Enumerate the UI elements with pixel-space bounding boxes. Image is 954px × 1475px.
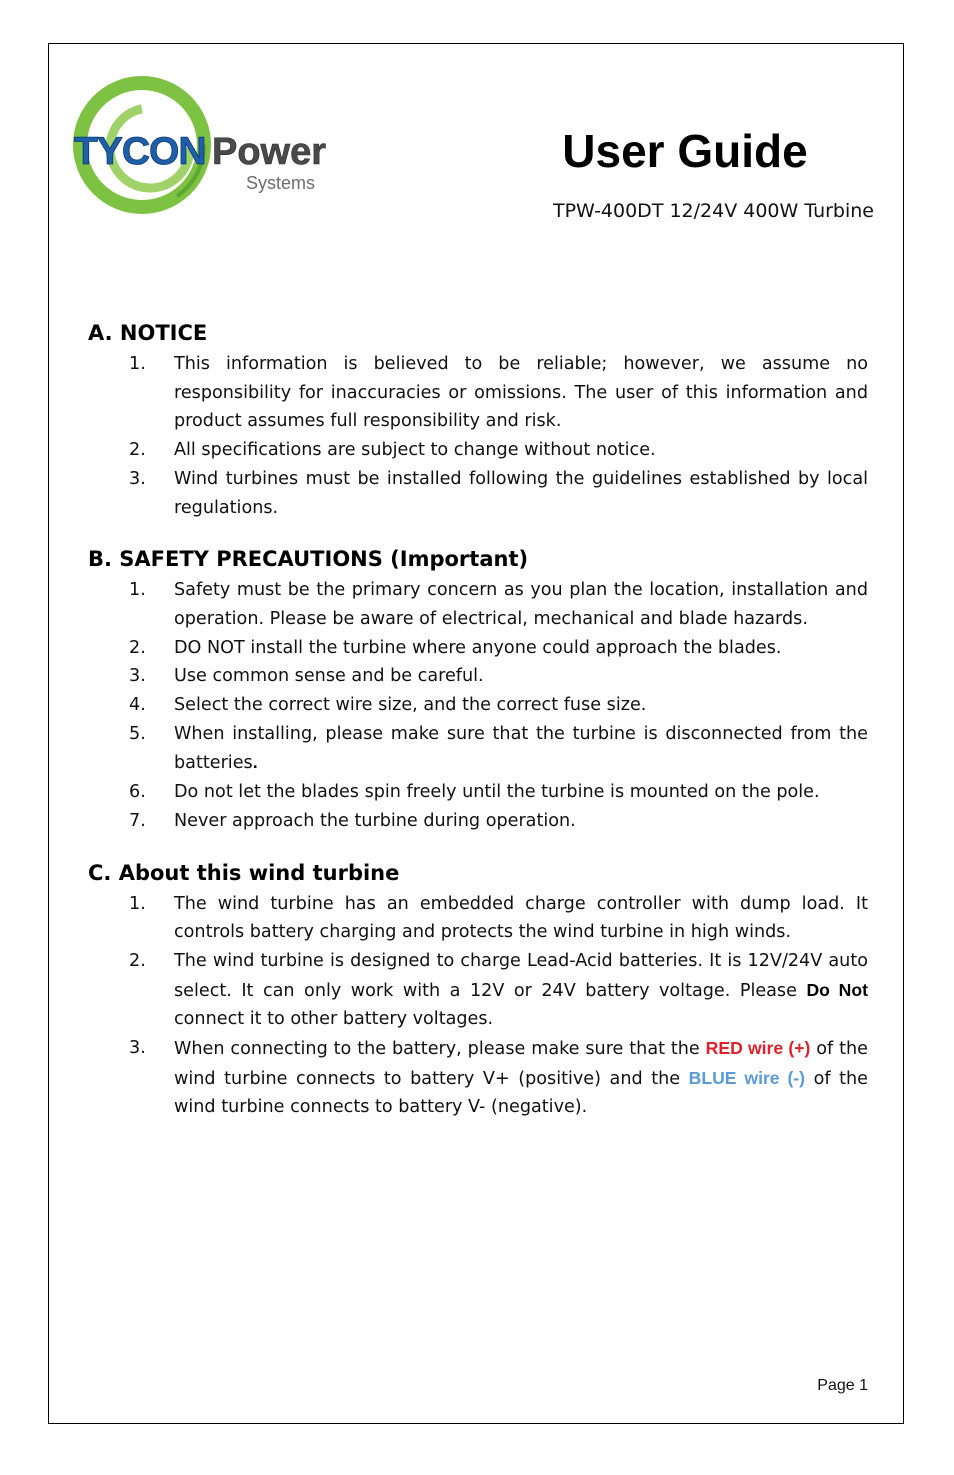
list-item: 3. Use common sense and be careful.	[129, 666, 484, 687]
notice-list	[88, 350, 868, 522]
list-item: 1. Safety must be the primary concern as you plan the location, installation and operation. Please be aware of electrical, mechanical and blade hazards.	[129, 580, 868, 629]
list-item: 2. DO NOT install the turbine where anyone could approach the blades.	[129, 637, 782, 658]
about-list	[88, 890, 868, 1123]
document-subtitle: TPW-400DT 12/24V 400W Turbine	[552, 200, 874, 222]
list-item: 1. The wind turbine has an embedded charge controller with dump load. It controls battery charging and protects the wind turbine in high winds.	[129, 893, 868, 943]
logo-word-power: Power	[212, 131, 327, 173]
guide-content	[88, 318, 868, 1144]
list-item: 2. All specifications are subject to change without notice.	[129, 440, 656, 461]
logo-word-tycon: TYCON	[74, 130, 206, 173]
document-title: User Guide	[562, 125, 808, 177]
list-item: 6. Do not let the blades spin freely until the turbine is mounted on the pole.	[129, 782, 820, 803]
section-heading: A. NOTICE	[88, 321, 208, 345]
blue-wire-label: BLUE wire (-)	[688, 1067, 806, 1088]
section-notice	[88, 318, 868, 522]
list-item: 7. Never approach the turbine during operation.	[129, 810, 576, 831]
section-heading: C. About this wind turbine	[88, 860, 400, 885]
list-item: 3. When connecting to the battery, please make sure that the RED wire (+) of the wind turbine connects to battery V+ (positive) and the BLUE wire (-) of the wind turbine connects to battery V- (negative).	[129, 1038, 868, 1118]
tycon-power-logo	[70, 70, 342, 220]
list-item: 1. This information is believed to be reliable; however, we assume no responsibility for inaccuracies or omissions. The user of this information and product assumes full responsibility and risk.	[129, 354, 868, 432]
section-heading: B. SAFETY PRECAUTIONS (Important)	[88, 547, 529, 572]
list-item: 4. Select the correct wire size, and the correct fuse size.	[129, 695, 647, 716]
logo-tagline: Systems	[246, 173, 316, 193]
safety-list	[88, 576, 868, 835]
list-item: 2. The wind turbine is designed to charge Lead-Acid batteries. It is 12V/24V auto select. It can only work with a 12V or 24V battery voltage. Please Do Not connect it to other battery voltages.	[129, 950, 868, 1030]
section-about-turbine	[88, 858, 868, 1123]
do-not-emphasis: Do Not	[806, 979, 868, 1000]
list-item: 5. When installing, please make sure that the turbine is disconnected from the batteries.	[129, 723, 868, 774]
red-wire-label: RED wire (+)	[705, 1038, 811, 1059]
page-number: Page 1	[817, 1377, 868, 1394]
list-item: 3. Wind turbines must be installed following the guidelines established by local regulations.	[129, 468, 868, 518]
section-safety-precautions	[88, 544, 868, 835]
